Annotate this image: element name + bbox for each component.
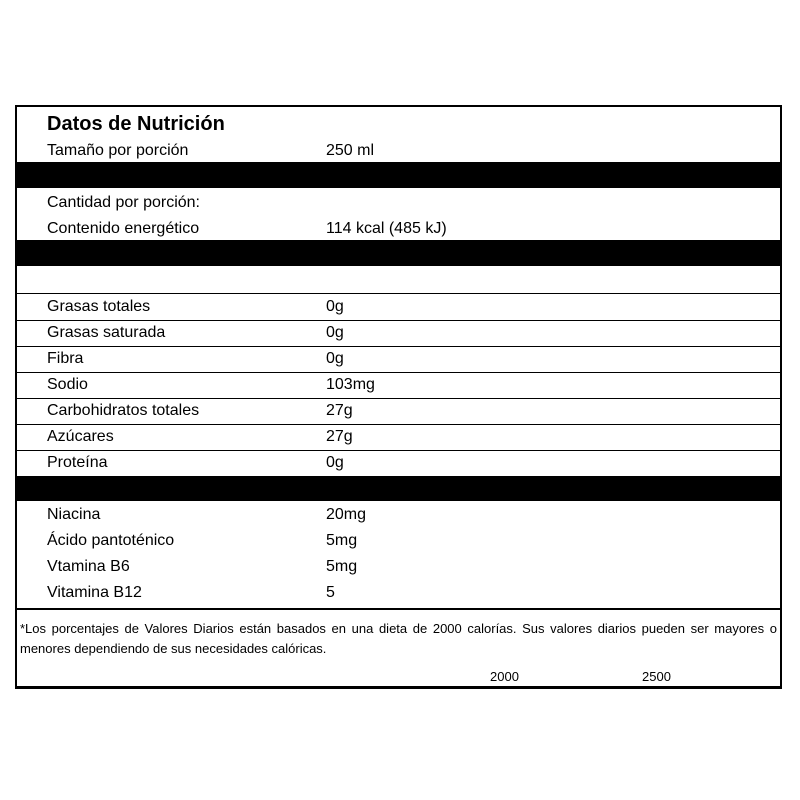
nutrient-value: 27g [326, 428, 353, 445]
vitamin-value: 5mg [326, 558, 358, 575]
section-divider-bar [17, 240, 780, 266]
section-divider-bar [17, 162, 780, 188]
nutrient-value: 103mg [326, 376, 375, 393]
nutrient-name: Fibra [47, 350, 84, 367]
vitamin-row [17, 503, 780, 529]
energy-label: Contenido energético [47, 220, 200, 237]
vitamin-row [17, 581, 780, 607]
vitamin-name: Vtamina B6 [47, 558, 130, 575]
section-divider-bar [17, 476, 780, 501]
nutrient-name: Carbohidratos totales [47, 402, 200, 419]
serving-size-value: 250 ml [326, 142, 375, 159]
energy-value: 114 kcal (485 kJ) [326, 220, 447, 237]
nutrient-value: 27g [326, 402, 353, 419]
vitamin-value: 5 [326, 584, 335, 601]
vitamin-name: Vitamina B12 [47, 584, 142, 601]
nutrient-row [17, 321, 780, 347]
vitamin-value: 5mg [326, 532, 358, 549]
nutrient-row [17, 451, 780, 477]
amount-per-serving-label: Cantidad por porción: [47, 194, 200, 211]
nutrient-value: 0g [326, 350, 344, 367]
label-title: Datos de Nutrición [47, 113, 225, 135]
nutrient-row [17, 347, 780, 373]
nutrition-label [15, 105, 782, 689]
vitamin-value: 20mg [326, 506, 367, 523]
vitamin-name: Ácido pantoténico [47, 532, 175, 549]
nutrient-row [17, 399, 780, 425]
nutrient-value: 0g [326, 454, 344, 471]
nutrient-name: Grasas saturada [47, 324, 166, 341]
nutrient-row [17, 295, 780, 321]
daily-values-footnote: *Los porcentajes de Valores Diarios están basados en una dieta de 2000 calorías. Sus valores diarios pueden ser mayores o menores dependiendo de sus necesidades calóricas. [20, 621, 777, 656]
nutrient-name: Grasas totales [47, 298, 151, 315]
nutrient-row [17, 425, 780, 451]
vitamin-row [17, 555, 780, 581]
nutrient-row [17, 373, 780, 399]
nutrient-name: Proteína [47, 454, 108, 471]
row-divider [17, 293, 780, 294]
nutrient-name: Azúcares [47, 428, 114, 445]
daily-column-2000: 2000 [490, 669, 519, 684]
vitamin-row [17, 529, 780, 555]
daily-column-2500: 2500 [642, 669, 671, 684]
amount-per-serving-row [17, 191, 780, 217]
nutrient-value: 0g [326, 298, 344, 315]
footnote-divider [17, 608, 780, 610]
nutrient-value: 0g [326, 324, 344, 341]
serving-size-label: Tamaño por porción [47, 142, 189, 159]
vitamin-name: Niacina [47, 506, 101, 523]
nutrient-name: Sodio [47, 376, 88, 393]
